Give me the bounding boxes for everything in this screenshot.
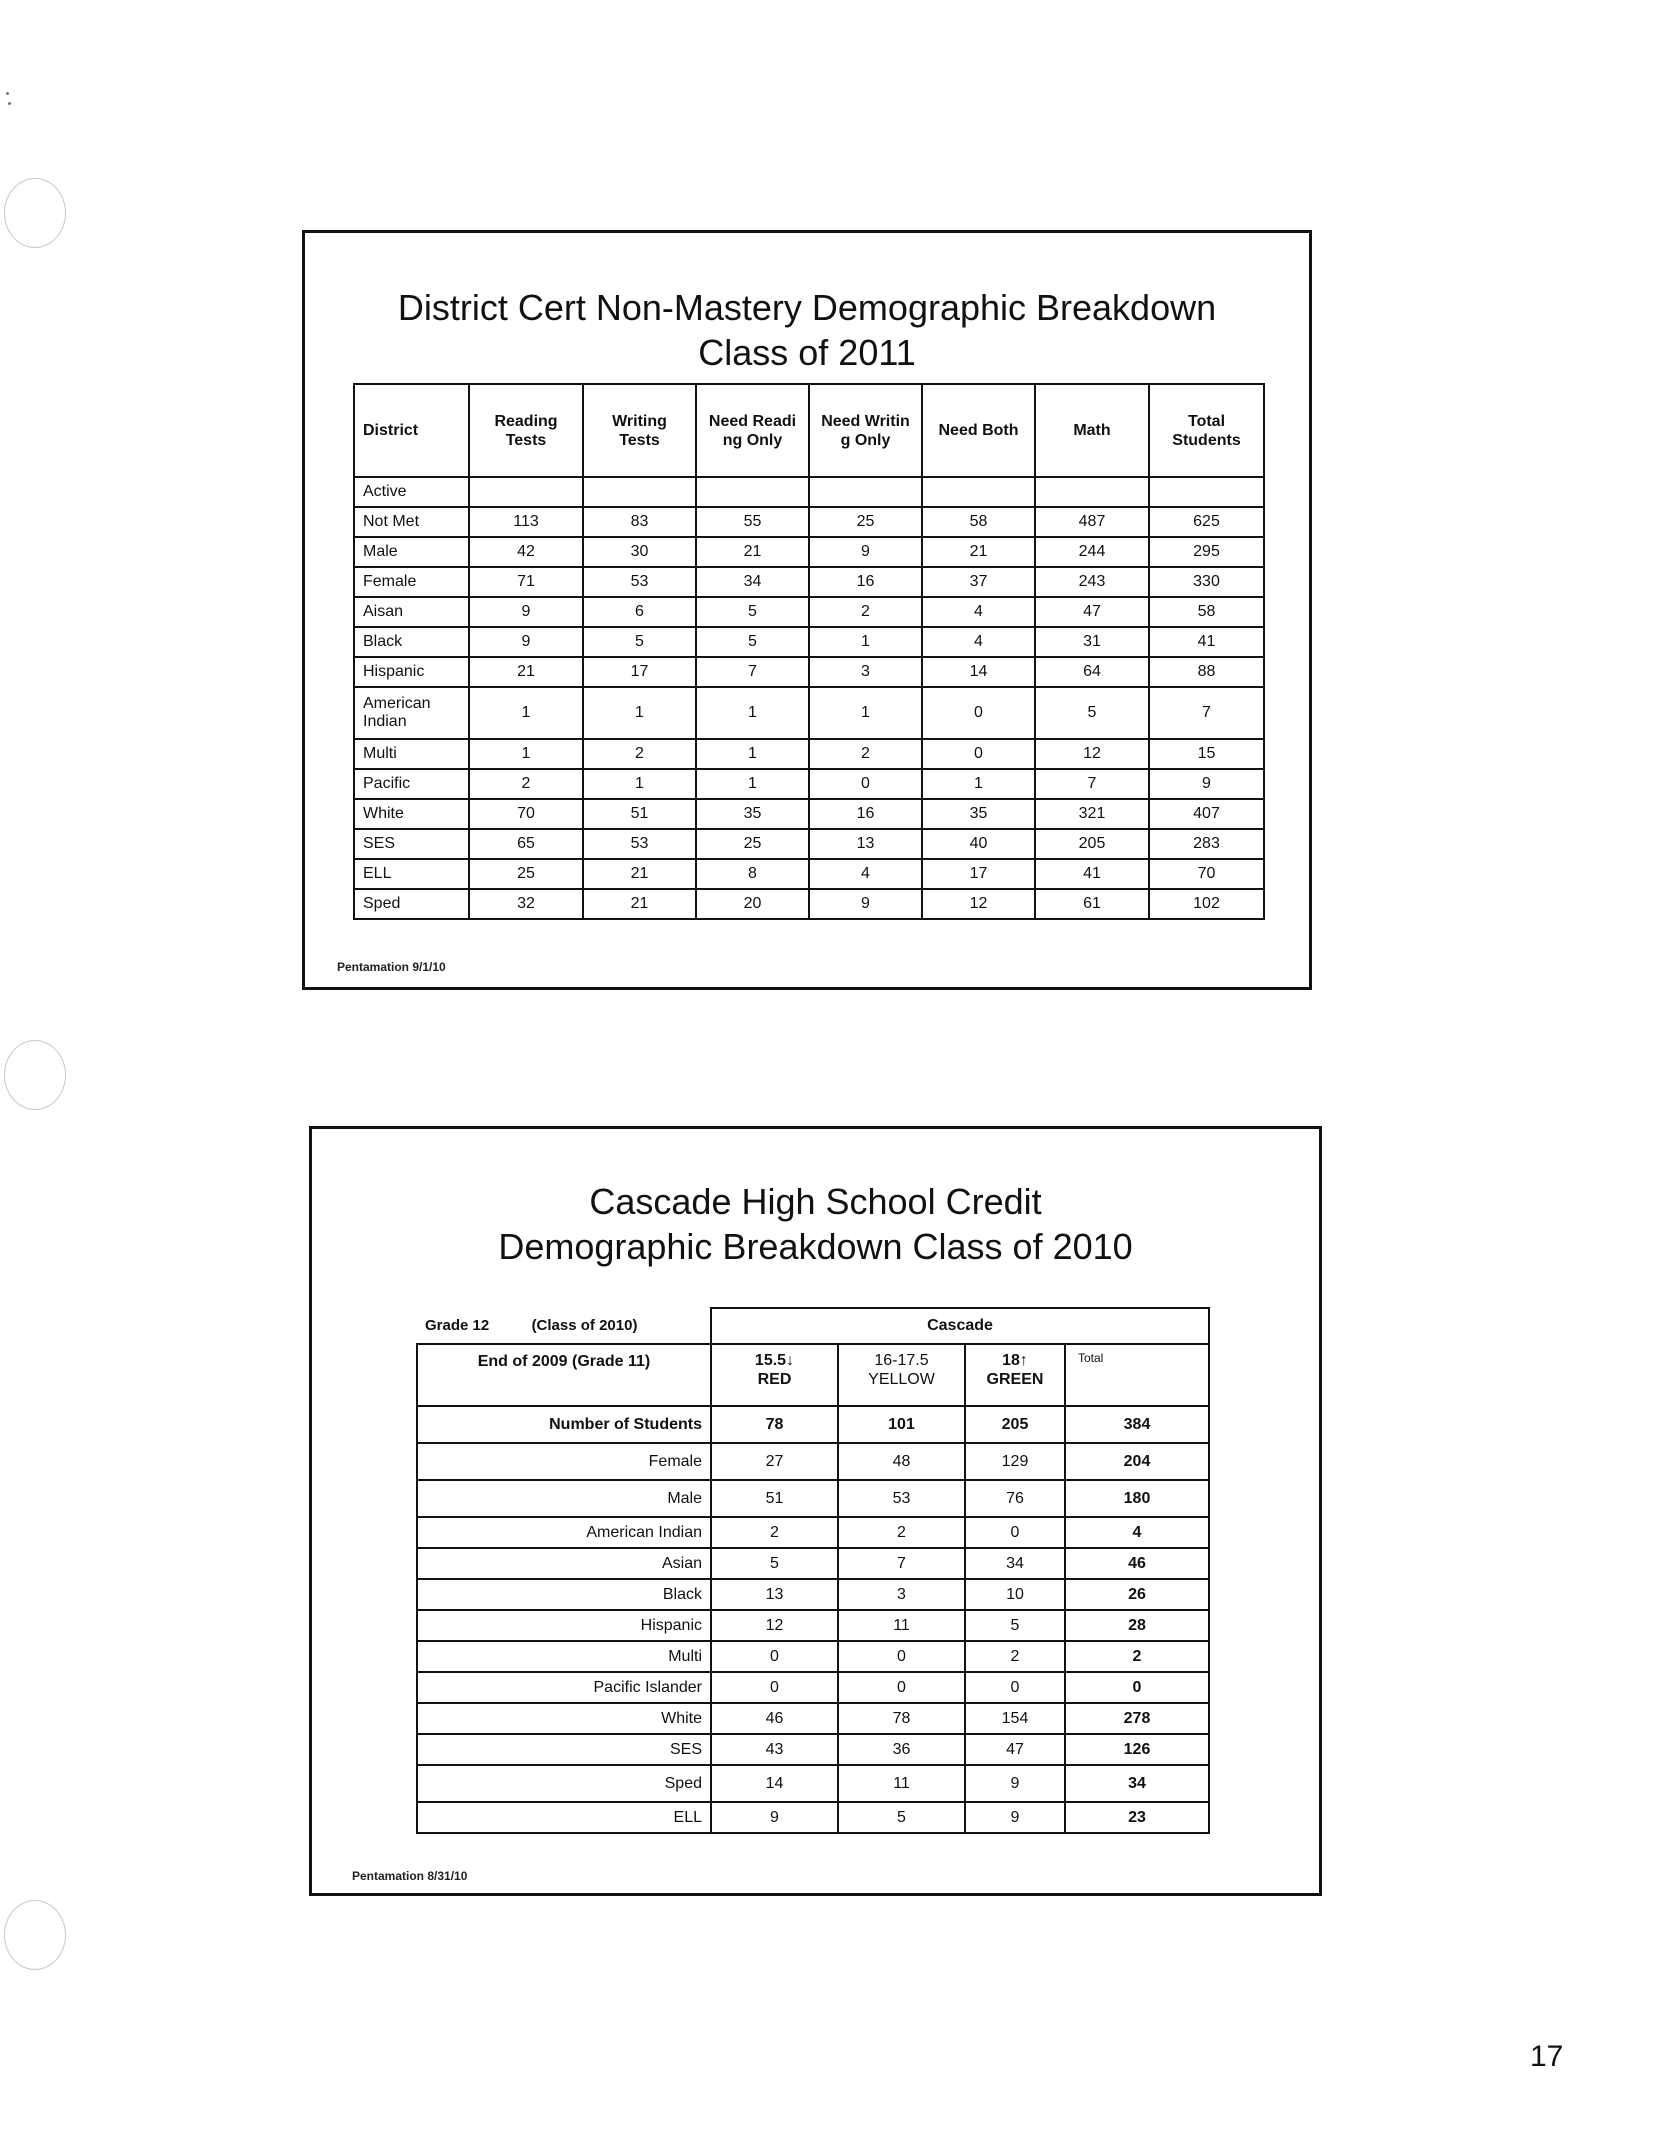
col-red-label: RED (757, 1371, 792, 1388)
table-cell: 42 (469, 537, 583, 567)
table-cell: 204 (1065, 1443, 1209, 1480)
table-cell: 154 (965, 1703, 1065, 1734)
table-row (417, 1406, 1209, 1443)
table-cell: 10 (965, 1579, 1065, 1610)
table-row (417, 1734, 1209, 1765)
table-cell: 76 (965, 1480, 1065, 1517)
table-cell: 35 (696, 799, 809, 829)
table-cell: 1 (696, 687, 809, 739)
col-total (1065, 1344, 1209, 1406)
table-cell: 70 (469, 799, 583, 829)
table-cell: 47 (1035, 597, 1149, 627)
table-cell: 0 (922, 687, 1035, 739)
title-line-1: Cascade High School Credit (589, 1181, 1042, 1222)
table-cell: 5 (838, 1802, 965, 1833)
row-label: Male (354, 537, 469, 567)
table-cell: 88 (1149, 657, 1264, 687)
table-cell: 11 (838, 1765, 965, 1802)
slide-title (305, 285, 1309, 375)
row-label: Multi (354, 739, 469, 769)
table-cell: 65 (469, 829, 583, 859)
grade-class-label (417, 1308, 711, 1344)
row-label: Asian (417, 1548, 711, 1579)
table-cell: 0 (809, 769, 922, 799)
table-row (354, 537, 1264, 567)
table-cell: 46 (1065, 1548, 1209, 1579)
table-cell: 12 (711, 1610, 838, 1641)
header-total-students: Total Students (1149, 384, 1264, 477)
table-cell: 58 (922, 507, 1035, 537)
group-header-row (417, 1308, 1209, 1344)
header-writing-tests: Writing Tests (583, 384, 696, 477)
table-row (354, 477, 1264, 507)
table-cell: 3 (809, 657, 922, 687)
row-label: SES (354, 829, 469, 859)
table-cell: 21 (696, 537, 809, 567)
cascade-credit-table (416, 1307, 1210, 1834)
table-cell: 48 (838, 1443, 965, 1480)
table-cell: 4 (1065, 1517, 1209, 1548)
table-cell: 11 (838, 1610, 965, 1641)
table-row (354, 657, 1264, 687)
slide-footer: Pentamation 9/1/10 (337, 960, 446, 974)
row-label: Pacific (354, 769, 469, 799)
table-cell: 17 (583, 657, 696, 687)
page-number: 17 (1530, 2040, 1564, 2073)
col-green-range: 18↑ (1002, 1352, 1028, 1369)
class-label: (Class of 2010) (531, 1317, 638, 1334)
table-cell: 330 (1149, 567, 1264, 597)
table-cell: 37 (922, 567, 1035, 597)
row-label: American Indian (354, 687, 469, 739)
table-cell: 83 (583, 507, 696, 537)
table-cell: 102 (1149, 889, 1264, 919)
table-cell: 2 (838, 1517, 965, 1548)
row-label: Pacific Islander (417, 1672, 711, 1703)
table-cell: 205 (965, 1406, 1065, 1443)
table-cell: 34 (1065, 1765, 1209, 1802)
table-row (354, 567, 1264, 597)
col-total-label: Total (1078, 1351, 1104, 1365)
table-cell: 8 (696, 859, 809, 889)
table-row (417, 1641, 1209, 1672)
table-cell: 14 (922, 657, 1035, 687)
table-cell: 25 (469, 859, 583, 889)
header-need-reading-only: Need Readi ng Only (696, 384, 809, 477)
table-cell: 9 (1149, 769, 1264, 799)
table-cell: 487 (1035, 507, 1149, 537)
table-row (354, 739, 1264, 769)
table-cell: 5 (965, 1610, 1065, 1641)
table-cell: 9 (965, 1802, 1065, 1833)
table-cell: 2 (583, 739, 696, 769)
table-cell: 3 (838, 1579, 965, 1610)
table-cell: 13 (711, 1579, 838, 1610)
table-row (417, 1517, 1209, 1548)
table-cell: 47 (965, 1734, 1065, 1765)
row-label: SES (417, 1734, 711, 1765)
table-row (354, 799, 1264, 829)
table-cell: 5 (696, 627, 809, 657)
table-cell: 1 (469, 739, 583, 769)
table-cell: 32 (469, 889, 583, 919)
table-cell: 1 (583, 687, 696, 739)
row-label: Sped (354, 889, 469, 919)
table-row (354, 507, 1264, 537)
table-cell: 407 (1149, 799, 1264, 829)
table-cell: 9 (469, 627, 583, 657)
table-cell: 23 (1065, 1802, 1209, 1833)
table-cell: 46 (711, 1703, 838, 1734)
table-cell: 25 (809, 507, 922, 537)
col-red (711, 1344, 838, 1406)
slide-title (312, 1179, 1319, 1269)
table-cell (922, 477, 1035, 507)
col-red-range: 15.5↓ (754, 1352, 795, 1369)
binder-hole (4, 178, 66, 248)
table-cell: 278 (1065, 1703, 1209, 1734)
table-cell: 53 (838, 1480, 965, 1517)
table-cell: 55 (696, 507, 809, 537)
table-cell: 25 (696, 829, 809, 859)
row-label: Female (417, 1443, 711, 1480)
table-cell: 1 (696, 739, 809, 769)
slide-footer: Pentamation 8/31/10 (352, 1869, 468, 1883)
table-cell: 12 (922, 889, 1035, 919)
row-label: Number of Students (417, 1406, 711, 1443)
table-cell: 34 (696, 567, 809, 597)
table-cell: 1 (809, 687, 922, 739)
table-cell: 9 (809, 537, 922, 567)
table-cell: 625 (1149, 507, 1264, 537)
table-cell: 28 (1065, 1610, 1209, 1641)
row-label: Active (354, 477, 469, 507)
table-cell: 78 (838, 1703, 965, 1734)
scan-speck (6, 92, 9, 95)
table-row (417, 1802, 1209, 1833)
non-mastery-table (353, 383, 1265, 920)
table-cell (696, 477, 809, 507)
table-cell: 41 (1149, 627, 1264, 657)
table-cell: 1 (922, 769, 1035, 799)
table-cell: 1 (809, 627, 922, 657)
table-cell: 7 (1035, 769, 1149, 799)
row-label: American Indian (417, 1517, 711, 1548)
table-cell: 5 (696, 597, 809, 627)
table-cell: 244 (1035, 537, 1149, 567)
table-cell: 5 (583, 627, 696, 657)
col-green (965, 1344, 1065, 1406)
table-cell: 27 (711, 1443, 838, 1480)
table-cell: 0 (922, 739, 1035, 769)
table-cell: 0 (838, 1672, 965, 1703)
table-cell: 7 (1149, 687, 1264, 739)
header-district: District (354, 384, 469, 477)
title-line-1: District Cert Non-Mastery Demographic Breakdown (397, 287, 1217, 328)
table-cell: 2 (965, 1641, 1065, 1672)
row-label: Female (354, 567, 469, 597)
table-cell: 2 (1065, 1641, 1209, 1672)
table-cell: 0 (965, 1672, 1065, 1703)
binder-hole (4, 1900, 66, 1970)
row-label: Hispanic (417, 1610, 711, 1641)
col-yellow-label: YELLOW (868, 1371, 935, 1388)
row-label: Not Met (354, 507, 469, 537)
table-cell: 0 (838, 1641, 965, 1672)
table-cell: 0 (1065, 1672, 1209, 1703)
header-row (354, 384, 1264, 477)
table-cell: 205 (1035, 829, 1149, 859)
table-cell: 34 (965, 1548, 1065, 1579)
row-label: White (417, 1703, 711, 1734)
table-cell: 78 (711, 1406, 838, 1443)
table-cell: 0 (965, 1517, 1065, 1548)
table-cell: 41 (1035, 859, 1149, 889)
header-reading-tests: Reading Tests (469, 384, 583, 477)
table-row (354, 597, 1264, 627)
table-cell: 61 (1035, 889, 1149, 919)
table-cell: 321 (1035, 799, 1149, 829)
slide-cascade-credit (309, 1126, 1322, 1896)
table-cell (809, 477, 922, 507)
table-row (417, 1672, 1209, 1703)
col-yellow-range: 16-17.5 (874, 1352, 929, 1369)
table-cell: 126 (1065, 1734, 1209, 1765)
table-cell (1035, 477, 1149, 507)
binder-hole (4, 1040, 66, 1110)
grade-label: Grade 12 (425, 1317, 490, 1334)
table-cell: 20 (696, 889, 809, 919)
header-need-both: Need Both (922, 384, 1035, 477)
table-cell: 1 (583, 769, 696, 799)
table-cell: 7 (696, 657, 809, 687)
table-cell (469, 477, 583, 507)
row-label: Aisan (354, 597, 469, 627)
table-cell: 0 (711, 1641, 838, 1672)
row-label: Multi (417, 1641, 711, 1672)
table-cell: 295 (1149, 537, 1264, 567)
table-cell: 15 (1149, 739, 1264, 769)
table-cell: 53 (583, 829, 696, 859)
row-label: ELL (354, 859, 469, 889)
table-row (354, 687, 1264, 739)
table-cell: 4 (809, 859, 922, 889)
table-cell (1149, 477, 1264, 507)
table-cell: 0 (711, 1672, 838, 1703)
table-row (354, 889, 1264, 919)
table-row (354, 829, 1264, 859)
table-cell: 4 (922, 597, 1035, 627)
column-header-row (417, 1344, 1209, 1406)
end-of-2009-label: End of 2009 (Grade 11) (417, 1344, 711, 1406)
table-cell: 12 (1035, 739, 1149, 769)
table-cell: 129 (965, 1443, 1065, 1480)
table-cell: 64 (1035, 657, 1149, 687)
table-cell: 13 (809, 829, 922, 859)
table-cell: 113 (469, 507, 583, 537)
table-cell: 30 (583, 537, 696, 567)
row-label: ELL (417, 1802, 711, 1833)
table-cell: 21 (583, 889, 696, 919)
table-cell: 384 (1065, 1406, 1209, 1443)
table-cell: 14 (711, 1765, 838, 1802)
table-cell: 1 (696, 769, 809, 799)
table-cell: 243 (1035, 567, 1149, 597)
row-label: Sped (417, 1765, 711, 1802)
header-math: Math (1035, 384, 1149, 477)
table-cell: 70 (1149, 859, 1264, 889)
table-cell: 4 (922, 627, 1035, 657)
table-cell: 2 (711, 1517, 838, 1548)
table-cell: 36 (838, 1734, 965, 1765)
table-cell: 35 (922, 799, 1035, 829)
table-row (417, 1579, 1209, 1610)
title-line-2: Class of 2011 (698, 332, 916, 373)
table-cell: 283 (1149, 829, 1264, 859)
table-cell: 21 (469, 657, 583, 687)
table-cell: 2 (809, 739, 922, 769)
table-cell: 53 (583, 567, 696, 597)
table-row (417, 1703, 1209, 1734)
row-label: Black (417, 1579, 711, 1610)
table-cell: 51 (583, 799, 696, 829)
row-label: Male (417, 1480, 711, 1517)
table-cell: 180 (1065, 1480, 1209, 1517)
table-cell: 16 (809, 799, 922, 829)
header-need-writing-only: Need Writin g Only (809, 384, 922, 477)
table-row (354, 859, 1264, 889)
group-header-cascade: Cascade (711, 1308, 1209, 1344)
col-green-label: GREEN (986, 1371, 1044, 1388)
title-line-2: Demographic Breakdown Class of 2010 (498, 1226, 1133, 1267)
table-cell: 31 (1035, 627, 1149, 657)
table-row (417, 1443, 1209, 1480)
table-cell: 9 (469, 597, 583, 627)
table-cell: 9 (711, 1802, 838, 1833)
table-cell: 9 (809, 889, 922, 919)
table-row (417, 1610, 1209, 1641)
table-cell: 43 (711, 1734, 838, 1765)
table-cell: 21 (922, 537, 1035, 567)
row-label: White (354, 799, 469, 829)
table-cell: 5 (1035, 687, 1149, 739)
table-cell: 101 (838, 1406, 965, 1443)
table-cell: 16 (809, 567, 922, 597)
table-cell: 58 (1149, 597, 1264, 627)
table-cell: 1 (469, 687, 583, 739)
table-cell: 26 (1065, 1579, 1209, 1610)
scan-speck (8, 102, 11, 105)
table-cell: 21 (583, 859, 696, 889)
table-cell (583, 477, 696, 507)
table-cell: 5 (711, 1548, 838, 1579)
table-cell: 7 (838, 1548, 965, 1579)
table-cell: 6 (583, 597, 696, 627)
col-yellow (838, 1344, 965, 1406)
row-label: Hispanic (354, 657, 469, 687)
table-row (354, 769, 1264, 799)
table-cell: 40 (922, 829, 1035, 859)
table-cell: 2 (469, 769, 583, 799)
row-label: Black (354, 627, 469, 657)
table-cell: 51 (711, 1480, 838, 1517)
slide-district-non-mastery (302, 230, 1312, 990)
table-row (354, 627, 1264, 657)
table-row (417, 1548, 1209, 1579)
table-row (417, 1480, 1209, 1517)
table-cell: 71 (469, 567, 583, 597)
table-cell: 9 (965, 1765, 1065, 1802)
table-cell: 17 (922, 859, 1035, 889)
table-cell: 2 (809, 597, 922, 627)
table-row (417, 1765, 1209, 1802)
